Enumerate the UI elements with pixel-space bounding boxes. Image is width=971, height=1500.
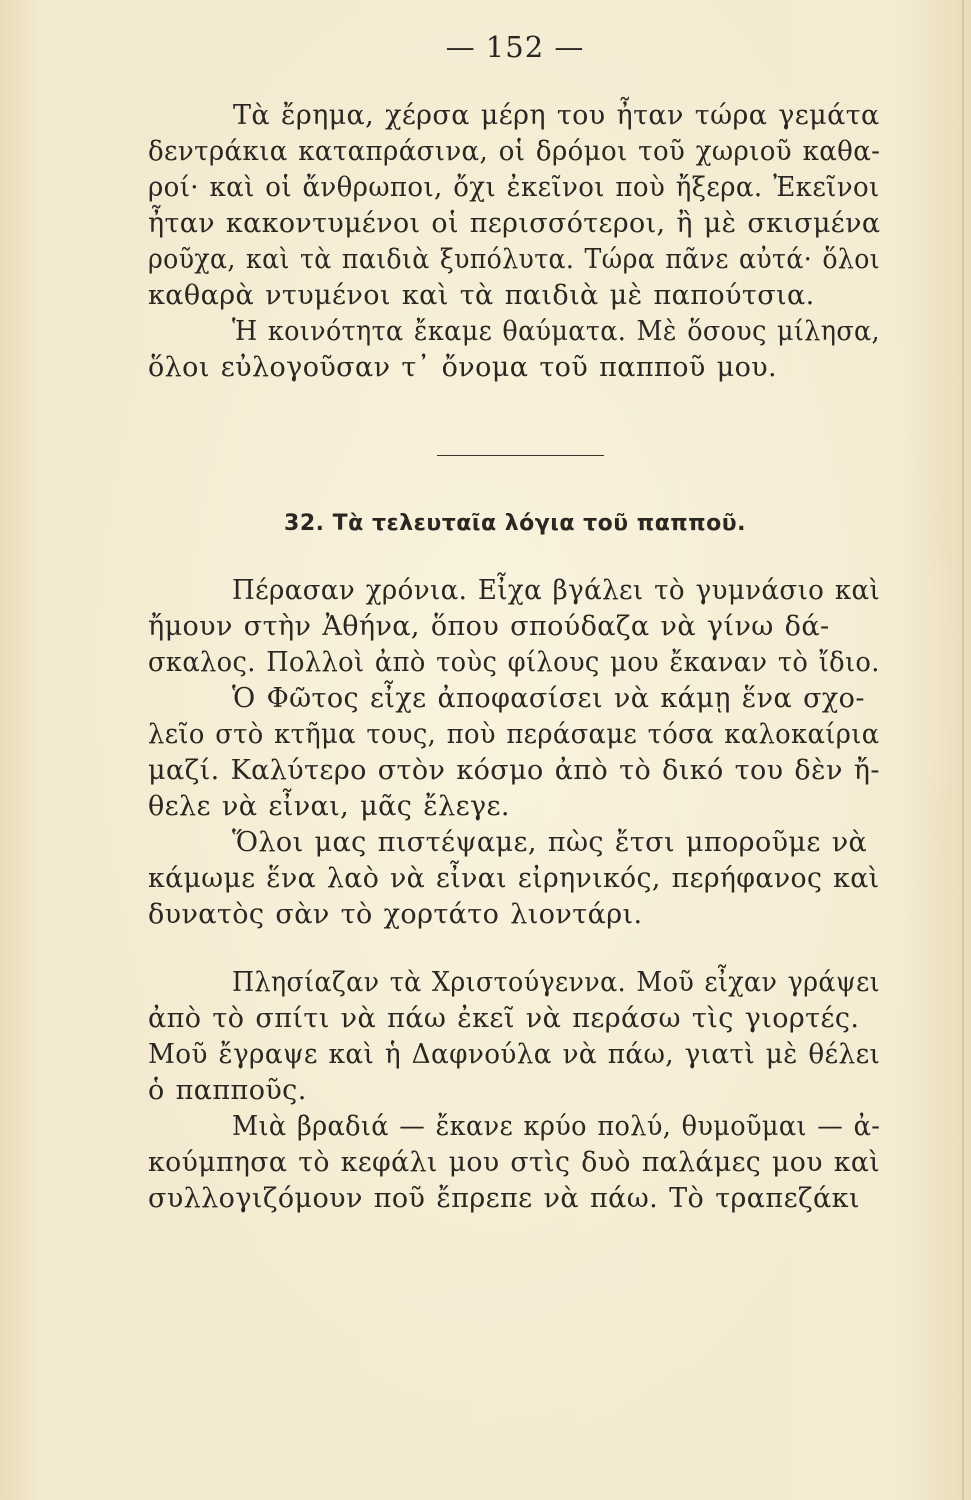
text-line: ἀπὸ τὸ σπίτι νὰ πάω ἐκεῖ νὰ περάσω τὶς γιορτές. xyxy=(148,1003,860,1034)
text-line: κούμπησα τὸ κεφάλι μου στὶς δυὸ παλάμες μου καὶ xyxy=(148,1147,881,1178)
text-line: καθαρὰ ντυμένοι καὶ τὰ παιδιὰ μὲ παπούτσια. xyxy=(148,280,815,311)
text-line: Πέρασαν χρόνια. Εἶχα βγάλει τὸ γυμνάσιο καὶ xyxy=(232,575,881,606)
text-line: συλλογιζόμουν ποῦ ἔπρεπε νὰ πάω. Τὸ τραπεζάκι xyxy=(148,1183,860,1214)
text-line: Πλησίαζαν τὰ Χριστούγεννα. Μοῦ εἶχαν γράψει xyxy=(232,967,881,998)
page-edge xyxy=(962,0,964,1500)
text-line: Τὰ ἔρημα, χέρσα μέρη του ἦταν τώρα γεμάτα xyxy=(233,100,880,131)
text-line: ὅλοι εὐλογοῦσαν τ᾿ ὄνομα τοῦ παπποῦ μου. xyxy=(148,352,778,383)
text-line: ροί· καὶ οἱ ἄνθρωποι, ὄχι ἐκεῖνοι ποὺ ἤξερα. Ἐκεῖνοι xyxy=(148,172,880,203)
text-line: δεντράκια καταπράσινα, οἱ δρόμοι τοῦ χωριοῦ καθα- xyxy=(148,136,881,167)
text-line: Ἡ κοινότητα ἔκαμε θαύματα. Μὲ ὅσους μίλησα, xyxy=(232,316,881,347)
text-line: Ὁ Φῶτος εἶχε ἀποφασίσει νὰ κάμῃ ἕνα σχο- xyxy=(232,683,865,714)
text-line: Μιὰ βραδιά — ἔκανε κρύο πολύ, θυμοῦμαι — ἀ- xyxy=(232,1111,881,1142)
page-number: — 152 — xyxy=(445,30,585,64)
text-line: Ὅλοι μας πιστέψαμε, πὼς ἔτσι μποροῦμε νὰ xyxy=(232,827,868,858)
text-line: ἤμουν στὴν Ἀθήνα, ὅπου σπούδαζα νὰ γίνω δά- xyxy=(148,611,830,642)
text-line: ροῦχα, καὶ τὰ παιδιὰ ξυπόλυτα. Τώρα πᾶνε αὐτά· ὅλοι xyxy=(148,244,880,275)
section-heading: 32. Τὰ τελευταῖα λόγια τοῦ παπποῦ. xyxy=(284,511,746,536)
text-line: Μοῦ ἔγραψε καὶ ἡ Δαφνούλα νὰ πάω, γιατὶ μὲ θέλει xyxy=(148,1039,881,1070)
text-line: κάμωμε ἕνα λαὸ νὰ εἶναι εἰρηνικός, περήφανος καὶ xyxy=(148,863,880,894)
text-line: δυνατὸς σὰν τὸ χορτάτο λιοντάρι. xyxy=(148,899,643,930)
section-divider xyxy=(437,455,604,456)
text-line: ὁ παπποῦς. xyxy=(148,1075,307,1106)
text-line: θελε νὰ εἶναι, μᾶς ἔλεγε. xyxy=(148,791,510,822)
text-line: μαζί. Καλύτερο στὸν κόσμο ἀπὸ τὸ δικό του δὲν ἤ- xyxy=(148,755,880,786)
text-line: λεῖο στὸ κτῆμα τους, ποὺ περάσαμε τόσα καλοκαίρια xyxy=(148,719,880,750)
text-line: ἦταν κακοντυμένοι οἱ περισσότεροι, ἢ μὲ σκισμένα xyxy=(148,208,881,239)
text-line: σκαλος. Πολλοὶ ἀπὸ τοὺς φίλους μου ἔκαναν τὸ ἴδιο. xyxy=(148,647,880,678)
